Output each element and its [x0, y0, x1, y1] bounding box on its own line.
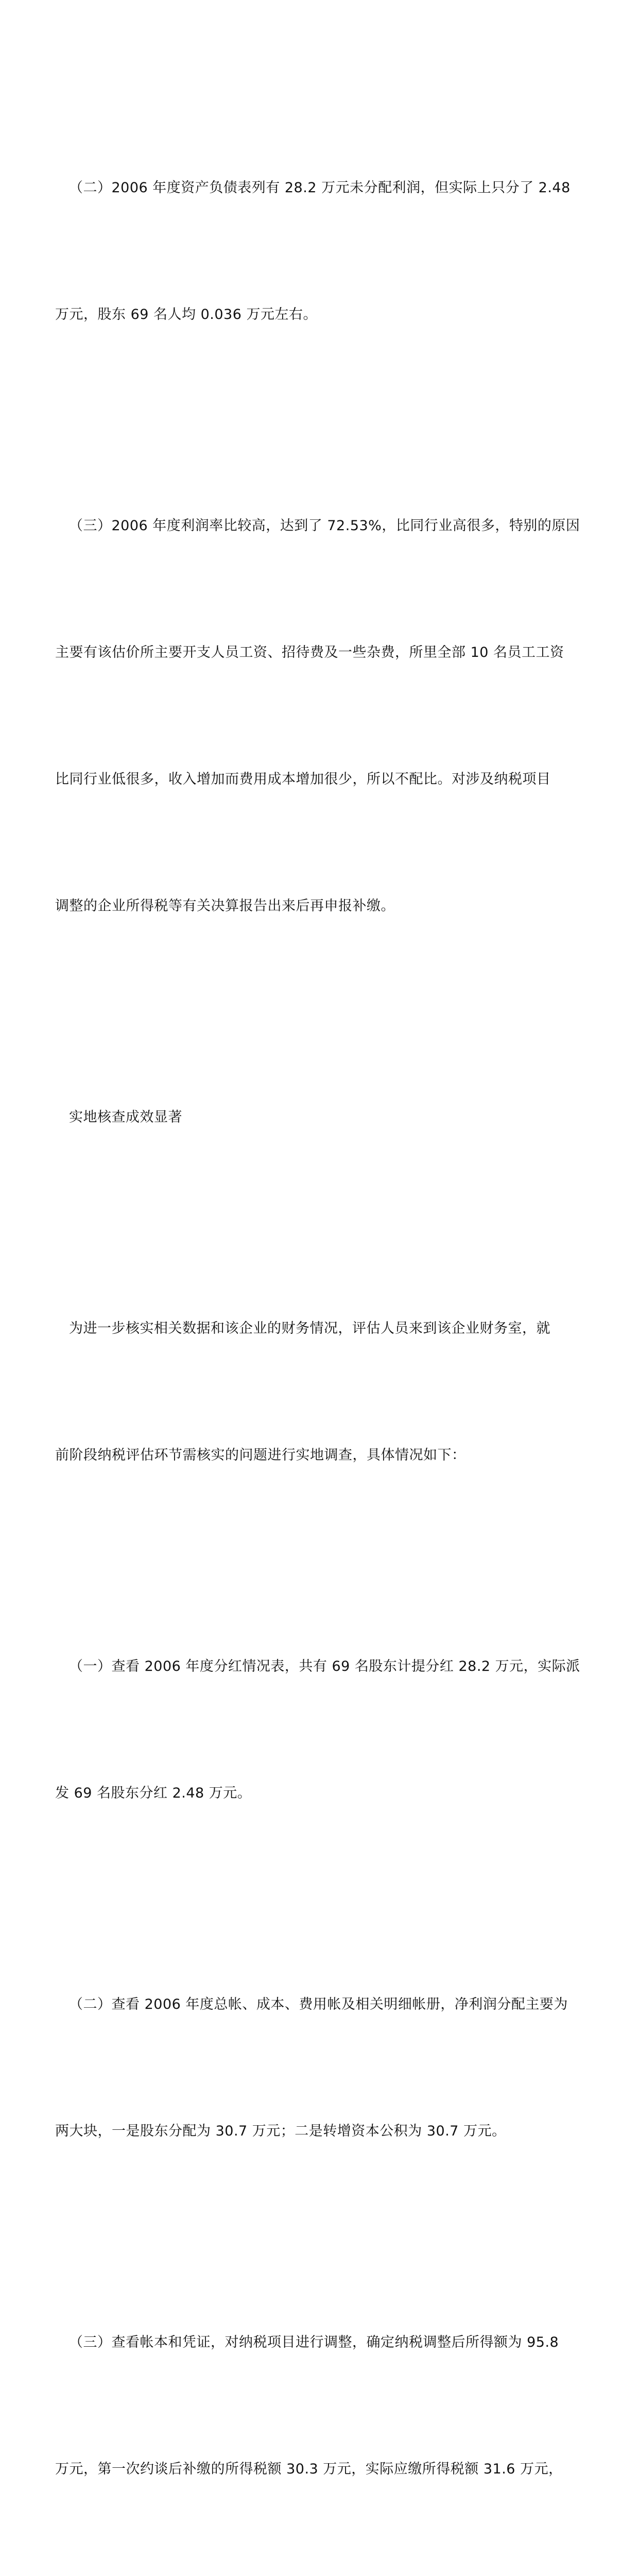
text-line: （二）查看 2006 年度总帐、成本、费用帐及相关明细帐册，净利润分配主要为 — [69, 1996, 568, 2012]
paragraph — [55, 82, 585, 420]
paragraph — [55, 420, 585, 1012]
heading-line: 实地核查成效显著 — [69, 1109, 182, 1125]
text-line: 为进一步核实相关数据和该企业的财务情况，评估人员来到该企业财务室，就 — [69, 1320, 550, 1336]
text-line: 前阶段纳税评估环节需核实的问题进行实地调查，具体情况如下： — [55, 1447, 466, 1463]
text-line: 发 69 名股东分红 2.48 万元。 — [55, 1785, 252, 1801]
document-body — [55, 82, 585, 2576]
text-line: 万元，股东 69 名人均 0.036 万元左右。 — [55, 307, 317, 323]
paragraph — [55, 1561, 585, 1899]
section-heading — [55, 1012, 585, 1223]
text-line: 调整的企业所得税等有关决算报告出来后再申报补缴。 — [55, 898, 395, 914]
paragraph — [55, 1223, 585, 1561]
paragraph — [55, 2237, 585, 2576]
text-line: 万元，第一次约谈后补缴的所得税额 30.3 万元，实际应缴所得税额 31.6 万元， — [55, 2461, 563, 2477]
text-line: 两大块，一是股东分配为 30.7 万元；二是转增资本公积为 30.7 万元。 — [55, 2123, 506, 2139]
text-line: 比同行业低很多，收入增加而费用成本增加很少，所以不配比。对涉及纳税项目 — [55, 771, 551, 787]
paragraph — [55, 1899, 585, 2237]
text-line: （三）2006 年度利润率比较高，达到了 72.53%，比同行业高很多，特别的原因 — [69, 518, 580, 534]
text-line: （二）2006 年度资产负债表列有 28.2 万元未分配利润，但实际上只分了 2.48 — [69, 180, 571, 196]
text-line: （三）查看帐本和凭证，对纳税项目进行调整，确定纳税调整后所得额为 95.8 — [69, 2334, 559, 2350]
text-line: 主要有该估价所主要开支人员工资、招待费及一些杂费，所里全部 10 名员工工资 — [55, 645, 564, 660]
text-line: （一）查看 2006 年度分红情况表，共有 69 名股东计提分红 28.2 万元，实际派 — [69, 1658, 580, 1674]
